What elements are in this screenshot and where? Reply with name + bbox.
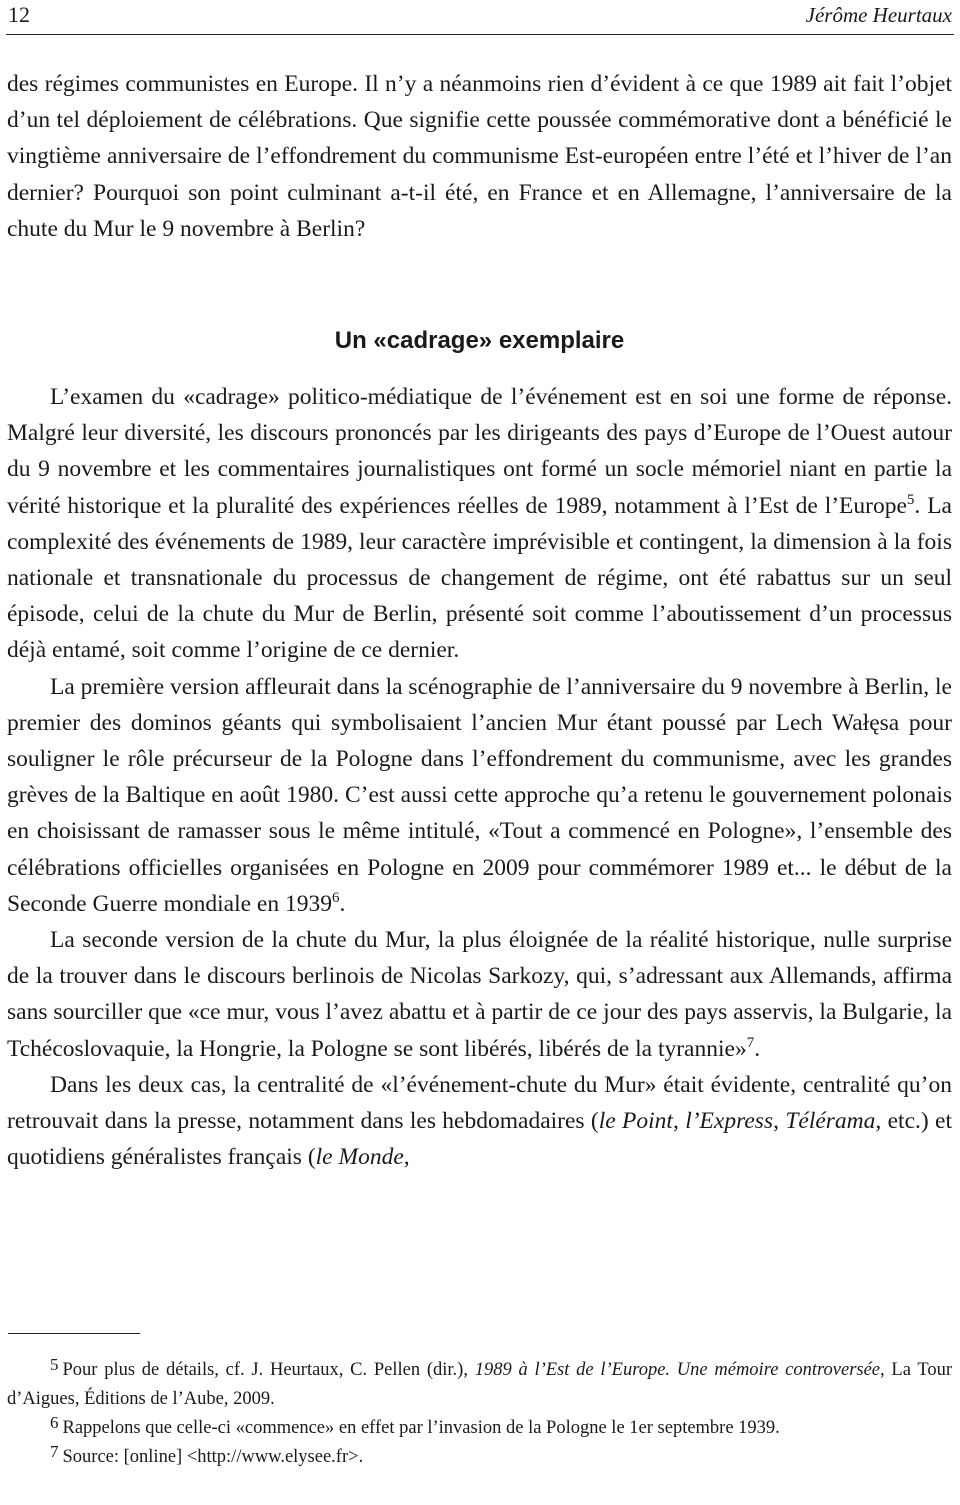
footnote-mark: 6 [50, 1413, 59, 1432]
footnote-mark: 5 [50, 1355, 59, 1374]
paragraph-4-text: La seconde version de la chute du Mur, la plus éloignée de la réalité historique, nulle surprise de la trouver dans le discours berlinois de Nicolas Sarkozy, qui, s’adressant aux Allemands, affirma sans sourciller que «ce mur, vous l’avez abattu et à partir de ce jour des pays asservis, la Bulgarie, la Tchécoslovaquie, la Hongrie, la Pologne se sont libérés, libérés de la tyrannie» [7, 927, 952, 1062]
paragraph-5-title-telerama: Télérama [785, 1108, 876, 1135]
footnote-book-title: 1989 à l’Est de l’Europe. Une mémoire controversée [474, 1360, 881, 1380]
paragraph-5-sep-2: , [773, 1108, 786, 1135]
section-heading: Un «cadrage» exemplaire [334, 327, 625, 355]
paragraph-5-text-2: , etc.) et quotidiens généralistes français ( [7, 1108, 953, 1171]
paragraph-1: des régimes communistes en Europe. Il n’y a néanmoins rien d’évident à ce que 1989 ait fait l’objet d’un tel déploiement de célébrations. Que signifie cette poussée commémorative dont a bénéficié le vingtième anniversaire de l’effondrement du communisme Est-européen entre l’été et l’hiver de l’an dernier? Pourquoi son point culminant a-t-il été, en France et en Allemagne, l’anniversaire de la chute du Mur le 9 novembre à Berlin? [7, 71, 952, 242]
footnotes [7, 1356, 952, 1472]
footnote-ref-5[interactable]: 5 [906, 491, 915, 508]
paragraph-4-text-after: . [754, 1035, 761, 1062]
page-number: 12 [8, 2, 30, 27]
footnote-ref-7[interactable]: 7 [746, 1034, 755, 1051]
paragraph-2-text: L’examen du «cadrage» politico-médiatique de l’événement est en soi une forme de réponse. Malgré leur diversité, les discours prononcés par les dirigeants des pays d’Europe de l’Ouest autour du 9 novembre et les commentaires journalistiques ont formé un socle mémoriel niant en partie la vérité historique et la pluralité des expériences réelles de 1989, notamment à l’Est de l’Europe [7, 384, 952, 519]
paragraph-5-sep-1: , [672, 1108, 686, 1135]
paragraph-5-title-le-monde: le Monde [315, 1144, 404, 1171]
paragraph-5-text-3: , [403, 1144, 410, 1171]
paragraph-2 [7, 379, 952, 669]
page-header [6, 0, 954, 35]
paragraph-5-text-1: Dans les deux cas, la centralité de «l’événement-chute du Mur» était évidente, centralité qu’on retrouvait dans la presse, notamment dans les hebdomadaires ( [7, 1071, 952, 1135]
running-head-author: Jérôme Heurtaux [805, 3, 952, 27]
footnote-ref-6[interactable]: 6 [331, 889, 340, 906]
paragraph-5-title-express: l’Express [685, 1108, 774, 1135]
footnote-5 [7, 1356, 952, 1414]
footnote-text-after: , La Tour d’Aigues, Éditions de l’Aube, 2009. [7, 1360, 952, 1409]
paragraph-4 [7, 922, 952, 1067]
footnote-mark: 7 [50, 1442, 59, 1461]
footnote-6 [7, 1414, 952, 1443]
paragraph-2-text-after: . La complexité des événements de 1989, leur caractère imprévisible et contingent, la dimension à la fois nationale et transnationale du processus de changement de régime, ont été rabattus sur un seul épisode, celui de la chute du Mur de Berlin, présenté soit comme l’aboutissement d’un processus déjà entamé, soit comme l’origine de ce dernier. [7, 492, 952, 664]
paragraph-3-text-after: . [339, 890, 346, 917]
paragraph-3 [7, 669, 952, 922]
footnote-text: Rappelons que celle-ci «commence» en effet par l’invasion de la Pologne le 1er septembre 1939. [62, 1418, 780, 1438]
footnote-text: Pour plus de détails, cf. J. Heurtaux, C. Pellen (dir.), [62, 1360, 475, 1380]
body-text [7, 66, 952, 1175]
footnote-text: Source: [online] <http://www.elysee.fr>. [62, 1447, 364, 1467]
footnote-7 [7, 1443, 952, 1472]
footnote-rule [8, 1333, 140, 1334]
paragraph-5 [7, 1067, 952, 1176]
paragraph-3-text: La première version affleurait dans la scénographie de l’anniversaire du 9 novembre à Berlin, le premier des dominos géants qui symbolisaient l’ancien Mur étant poussé par Lech Wałęsa pour souligner le rôle précurseur de la Pologne dans l’effondrement du communisme, avec les grandes grèves de la Baltique en août 1980. C’est aussi cette approche qu’a retenu le gouvernement polonais en choisissant de ramasser sous le même intitulé, «Tout a commencé en Pologne», l’ensemble des célébrations officielles organisées en Pologne en 2009 pour commémorer 1989 et... le début de la Seconde Guerre mondiale en 1939 [7, 673, 952, 917]
paragraph-5-title-le-point: le Point [598, 1108, 673, 1135]
